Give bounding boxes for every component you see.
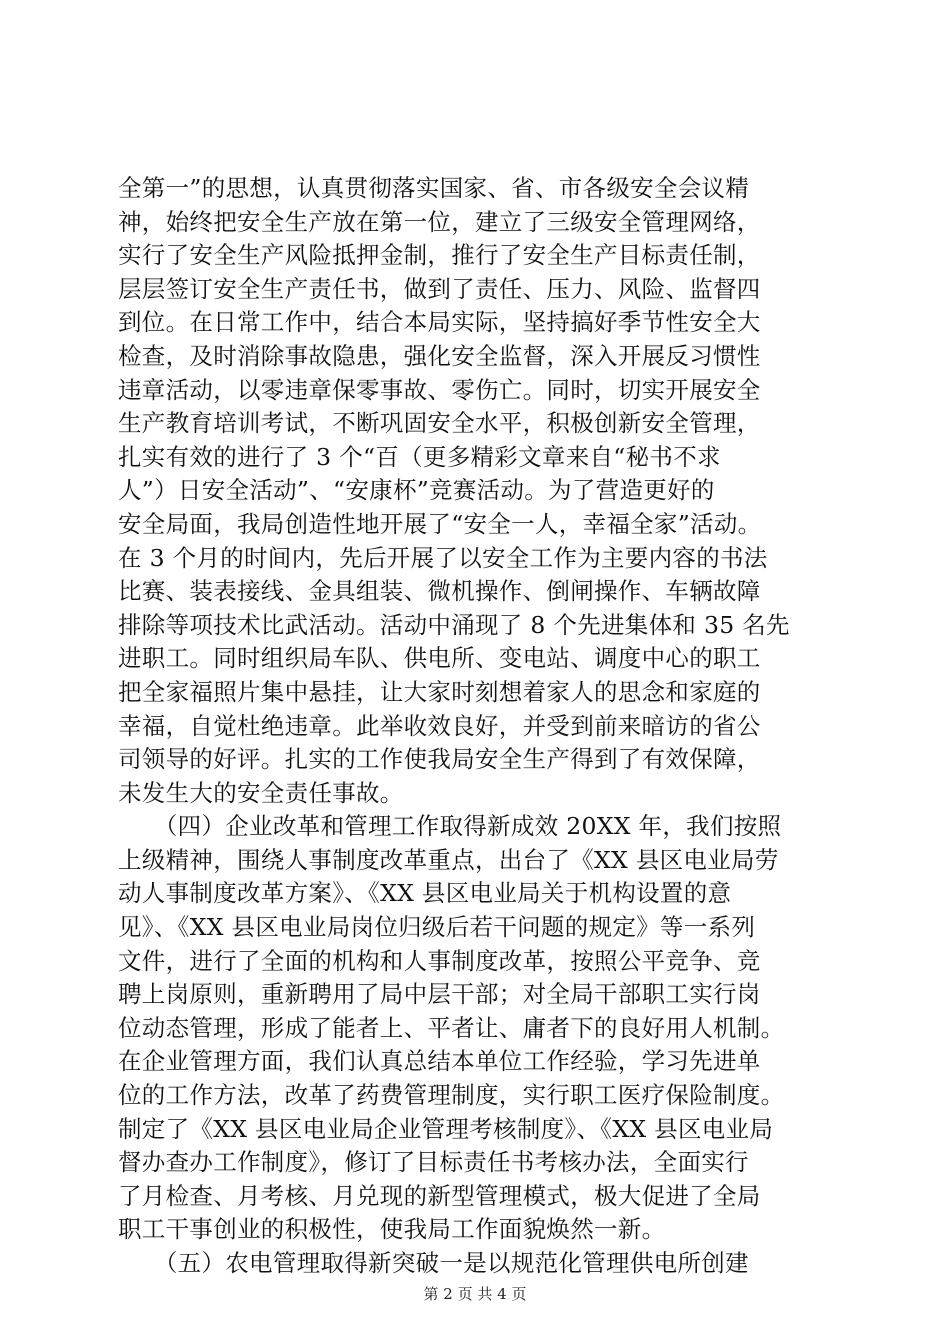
text-line: 生产教育培训考试，不断巩固安全水平，积极创新安全管理，: [118, 409, 761, 438]
text-line: 动人事制度改革方案》、《XX 县区电业局关于机构设置的意: [118, 879, 732, 908]
text-line: 违章活动，以零违章保零事故、零伤亡。同时，切实开展安全: [118, 375, 761, 404]
text-line: 比赛、装表接线、金具组装、微机操作、倒闸操作、车辆故障: [118, 577, 761, 606]
text-line: 全第一”的思想，认真贯彻落实国家、省、市各级安全会议精: [118, 174, 750, 202]
text-line: 在企业管理方面，我们认真总结本单位工作经验，学习先进单: [118, 1047, 761, 1076]
text-line: （四）企业改革和管理工作取得新成效 20XX 年，我们按照: [118, 812, 782, 841]
text-line: 神，始终把安全生产放在第一位，建立了三级安全管理网络，: [118, 207, 761, 236]
text-line: 司领导的好评。扎实的工作使我局安全生产得到了有效保障，: [118, 745, 761, 774]
text-line: 位动态管理，形成了能者上、平者让、庸者下的良好用人机制。: [118, 1013, 785, 1042]
text-line: 督办查办工作制度》，修订了目标责任书考核办法，全面实行: [118, 1148, 749, 1177]
text-line: 幸福，自觉杜绝违章。此举收效良好，并受到前来暗访的省公: [118, 711, 761, 740]
text-line: 把全家福照片集中悬挂，让大家时刻想着家人的思念和家庭的: [118, 677, 761, 706]
text-line: 实行了安全生产风险抵押金制，推行了安全生产目标责任制，: [118, 241, 761, 270]
text-line: 见》、《XX 县区电业局岗位归级后若干问题的规定》等一系列: [118, 913, 756, 942]
text-line: 扎实有效的进行了 3 个“百（更多精彩文章来自“秘书不求: [118, 442, 721, 471]
text-line: 制定了《XX 县区电业局企业管理考核制度》、《XX 县区电业局: [118, 1114, 774, 1143]
text-line: 位的工作方法，改革了药费管理制度，实行职工医疗保险制度。: [118, 1081, 785, 1110]
text-line: 聘上岗原则，重新聘用了局中层干部；对全局干部职工实行岗: [118, 980, 761, 1009]
text-line: 了月检查、月考核、月兑现的新型管理模式，极大促进了全局: [118, 1181, 761, 1210]
text-line: 职工干事创业的积极性，使我局工作面貌焕然一新。: [118, 1215, 666, 1244]
text-line: 排除等项技术比武活动。活动中涌现了 8 个先进集体和 35 名先: [118, 610, 790, 639]
text-line: 安全局面，我局创造性地开展了“安全一人，幸福全家”活动。: [118, 509, 762, 538]
text-line: 文件，进行了全面的机构和人事制度改革，按照公平竞争、竞: [118, 946, 761, 975]
text-line: （五）农电管理取得新突破一是以规范化管理供电所创建: [118, 1249, 749, 1277]
text-line: 检查，及时消除事故隐患，强化安全监督，深入开展反习惯性: [118, 341, 761, 370]
body-text: [118, 172, 838, 1281]
text-line: 在 3 个月的时间内，先后开展了以安全工作为主要内容的书法: [118, 543, 768, 572]
text-line: 人”）日安全活动”、“安康杯”竞赛活动。为了营造更好的: [118, 476, 715, 505]
text-line: 未发生大的安全责任事故。: [118, 778, 404, 807]
text-line: 到位。在日常工作中，结合本局实际，坚持搞好季节性安全大: [118, 308, 761, 337]
text-line: 层层签订安全生产责任书，做到了责任、压力、风险、监督四: [118, 274, 761, 303]
page-footer: 第 2 页 共 4 页: [423, 1285, 527, 1303]
text-line: 上级精神，围绕人事制度改革重点，出台了《XX 县区电业局劳: [118, 845, 779, 874]
text-line: 进职工。同时组织局车队、供电所、变电站、调度中心的职工: [118, 644, 761, 673]
